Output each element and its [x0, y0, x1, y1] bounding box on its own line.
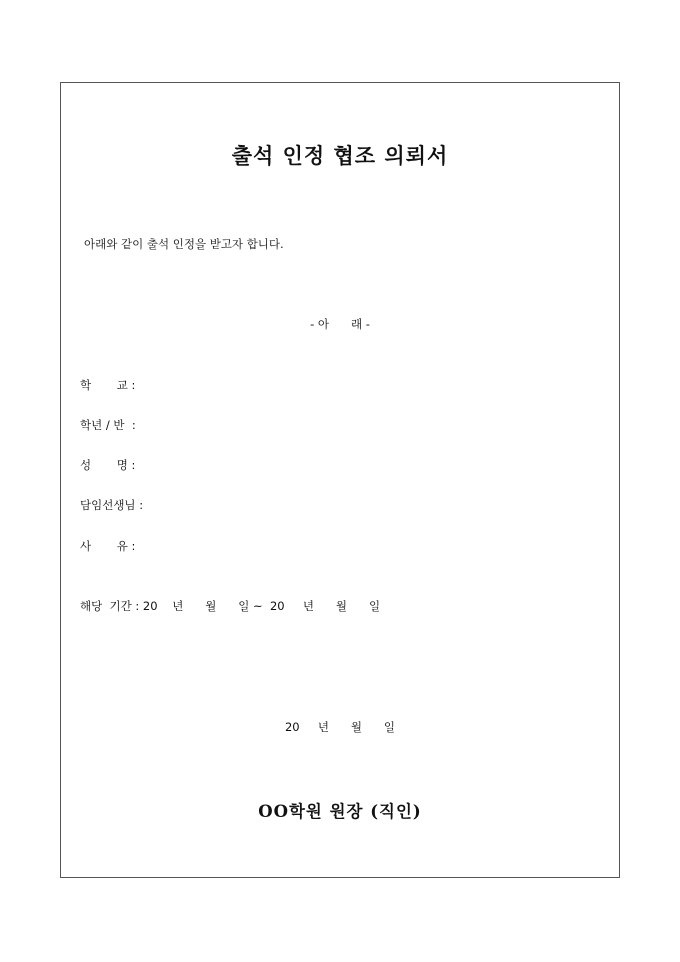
- field-reason: 사 유 :: [80, 539, 136, 553]
- field-grade-class: 학년 / 반 :: [80, 418, 136, 432]
- section-marker: - 아 래 -: [310, 317, 370, 331]
- field-name: 성 명 :: [80, 458, 136, 472]
- document-date: 20 년 월 일: [284, 720, 396, 734]
- signer-line: OO학원 원장 (직인): [258, 802, 422, 821]
- field-period: 해당 기간 : 20 년 월 일 ~ 20 년 월 일: [80, 599, 381, 613]
- document-frame: [60, 82, 620, 878]
- intro-text: 아래와 같이 출석 인정을 받고자 합니다.: [84, 237, 284, 251]
- field-school: 학 교 :: [80, 378, 136, 392]
- field-homeroom-teacher: 담임선생님 :: [80, 498, 144, 512]
- document-title: 출석 인정 협조 의뢰서: [231, 143, 449, 168]
